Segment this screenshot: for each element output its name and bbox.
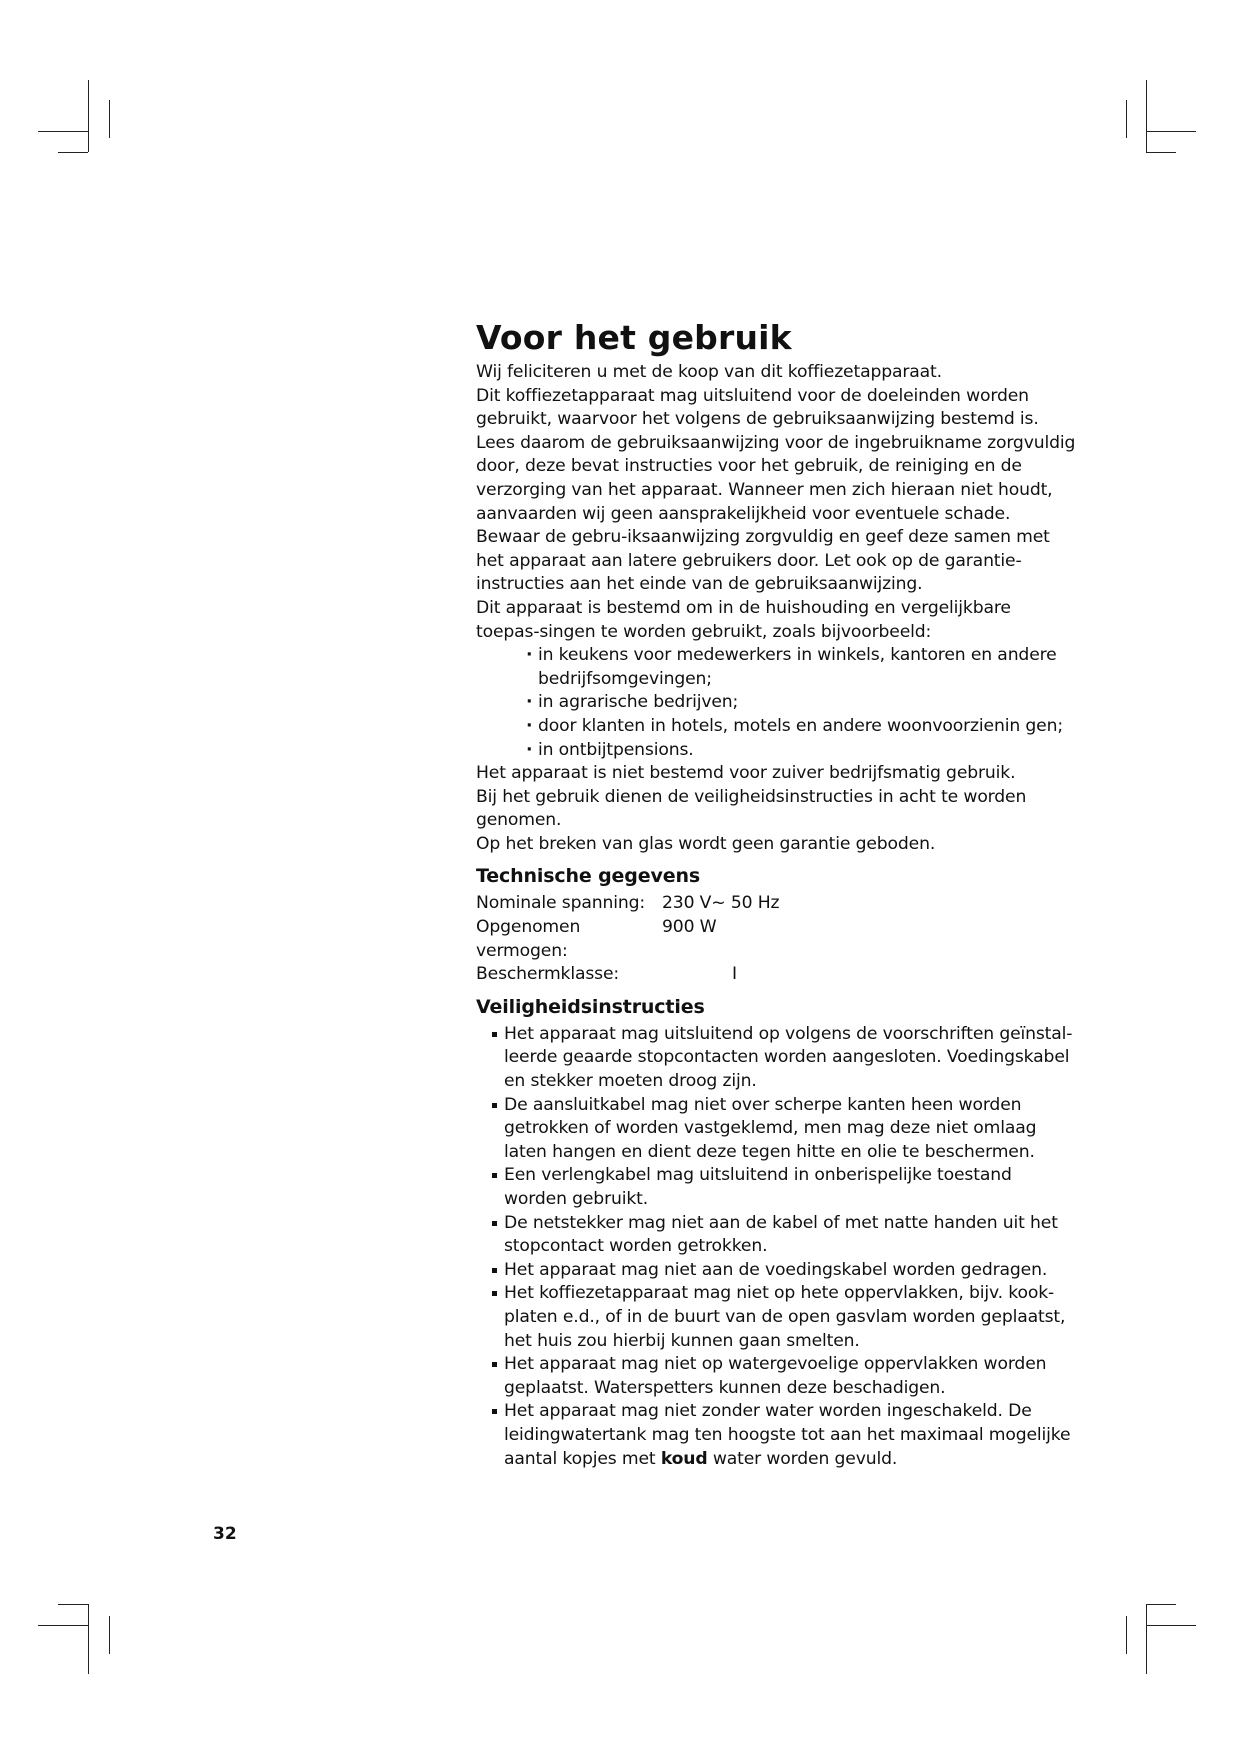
intro-paragraph: Dit apparaat is bestemd om in de huishouding en vergelijkbare toepas-singen te worden gebruikt, zoals bijvoorbeeld: <box>476 597 1011 642</box>
outro-paragraph: Bij het gebruik dienen de veiligheidsinstructies in acht te worden genomen. <box>476 786 1027 831</box>
list-item: Het apparaat mag uitsluitend op volgens de voorschriften geïnstal-leerde geaarde stopcontacten worden aangesloten. Voedingskabel en stekker moeten droog zijn. <box>490 1023 1076 1094</box>
crop-mark <box>58 1604 88 1605</box>
main-content <box>476 318 1076 1471</box>
list-item-text: Het apparaat mag niet zonder water worden ingeschakeld. De leidingwatertank mag ten hoogste tot aan het maximaal mogelijke aantal kopjes met <box>504 1401 1071 1469</box>
emphasis-text: koud <box>660 1448 708 1469</box>
spec-label: Beschermklasse: <box>476 964 620 985</box>
spec-value: I <box>732 964 737 985</box>
spec-label: Opgenomen vermogen: <box>476 917 581 961</box>
spec-label: Nominale spanning: <box>476 893 645 914</box>
outro-paragraph: Op het breken van glas wordt geen garantie geboden. <box>476 833 936 854</box>
list-item-text: water worden gevuld. <box>707 1448 898 1469</box>
list-item: Het koffiezetapparaat mag niet op hete oppervlakken, bijv. kook-platen e.d., of in de buurt van de open gasvlam worden geplaatst, het huis zou hierbij kunnen gaan smelten. <box>490 1282 1076 1353</box>
usage-examples-list <box>476 644 1076 762</box>
intro-paragraph: Dit koffiezetapparaat mag uitsluitend voor de doeleinden worden gebruikt, waarvoor het volgens de gebruiksaanwijzing bestemd is. Lees daarom de gebruiksaanwijzing voor de ingebruikname zorgvuldig door, deze bevat instructies voor het gebruik, de reiniging en de verzorging van het apparaat. Wanneer men zich hieraan niet houdt, aanvaarden wij geen aansprakelijkheid voor eventuele schade. Bewaar de gebru-iksaanwijzing zorgvuldig en geef deze samen met het apparaat aan latere gebruikers door. Let ook op de garantie-instructies aan het einde van de gebruiksaanwijzing. <box>476 385 1076 595</box>
spec-value: 230 V~ 50 Hz <box>662 893 780 914</box>
list-item: · in agrarische bedrijven; <box>526 691 1076 715</box>
crop-mark <box>1126 1616 1127 1654</box>
crop-mark <box>1126 100 1127 138</box>
crop-mark <box>109 1616 110 1654</box>
crop-mark <box>1146 1604 1147 1674</box>
outro-paragraph: Het apparaat is niet bestemd voor zuiver bedrijfsmatig gebruik. <box>476 763 1016 784</box>
crop-mark <box>1146 1604 1176 1605</box>
crop-mark <box>1146 1625 1196 1626</box>
page-title: Voor het gebruik <box>476 318 792 357</box>
list-item: De netstekker mag niet aan de kabel of met natte handen uit het stopcontact worden getrokken. <box>490 1212 1076 1259</box>
tech-heading: Technische gegevens <box>476 865 700 888</box>
crop-mark <box>109 100 110 138</box>
crop-mark <box>1146 152 1176 153</box>
list-item: · in keukens voor medewerkers in winkels, kantoren en andere bedrijfsomgevingen; <box>526 644 1076 691</box>
crop-mark <box>1146 80 1147 152</box>
intro-paragraph: Wij feliciteren u met de koop van dit koffiezetapparaat. <box>476 362 942 382</box>
list-item: Het apparaat mag niet aan de voedingskabel worden gedragen. <box>490 1259 1076 1283</box>
spec-row <box>476 892 1076 916</box>
list-item: Het apparaat mag niet op watergevoelige oppervlakken worden geplaatst. Waterspetters kunnen deze beschadigen. <box>490 1353 1076 1400</box>
list-item: Een verlengkabel mag uitsluitend in onberispelijke toestand worden gebruikt. <box>490 1164 1076 1211</box>
list-item: De aansluitkabel mag niet over scherpe kanten heen worden getrokken of worden vastgeklemd, men mag deze niet omlaag laten hangen en dient deze tegen hitte en olie te beschermen. <box>490 1094 1076 1165</box>
list-item: · door klanten in hotels, motels en andere woonvoorzienin gen; <box>526 715 1076 739</box>
crop-mark <box>88 1604 89 1674</box>
list-item: · in ontbijtpensions. <box>526 739 1076 763</box>
crop-mark <box>88 80 89 152</box>
list-item <box>490 1400 1076 1471</box>
safety-heading: Veiligheidsinstructies <box>476 995 705 1018</box>
spec-value: 900 W <box>662 917 717 938</box>
safety-list <box>476 1023 1076 1471</box>
crop-mark <box>58 152 88 153</box>
crop-mark <box>1146 131 1196 132</box>
crop-mark <box>38 1625 88 1626</box>
spec-row <box>476 916 1076 963</box>
spec-row <box>476 963 1076 987</box>
page-number: 32 <box>213 1524 237 1544</box>
crop-mark <box>38 131 88 132</box>
